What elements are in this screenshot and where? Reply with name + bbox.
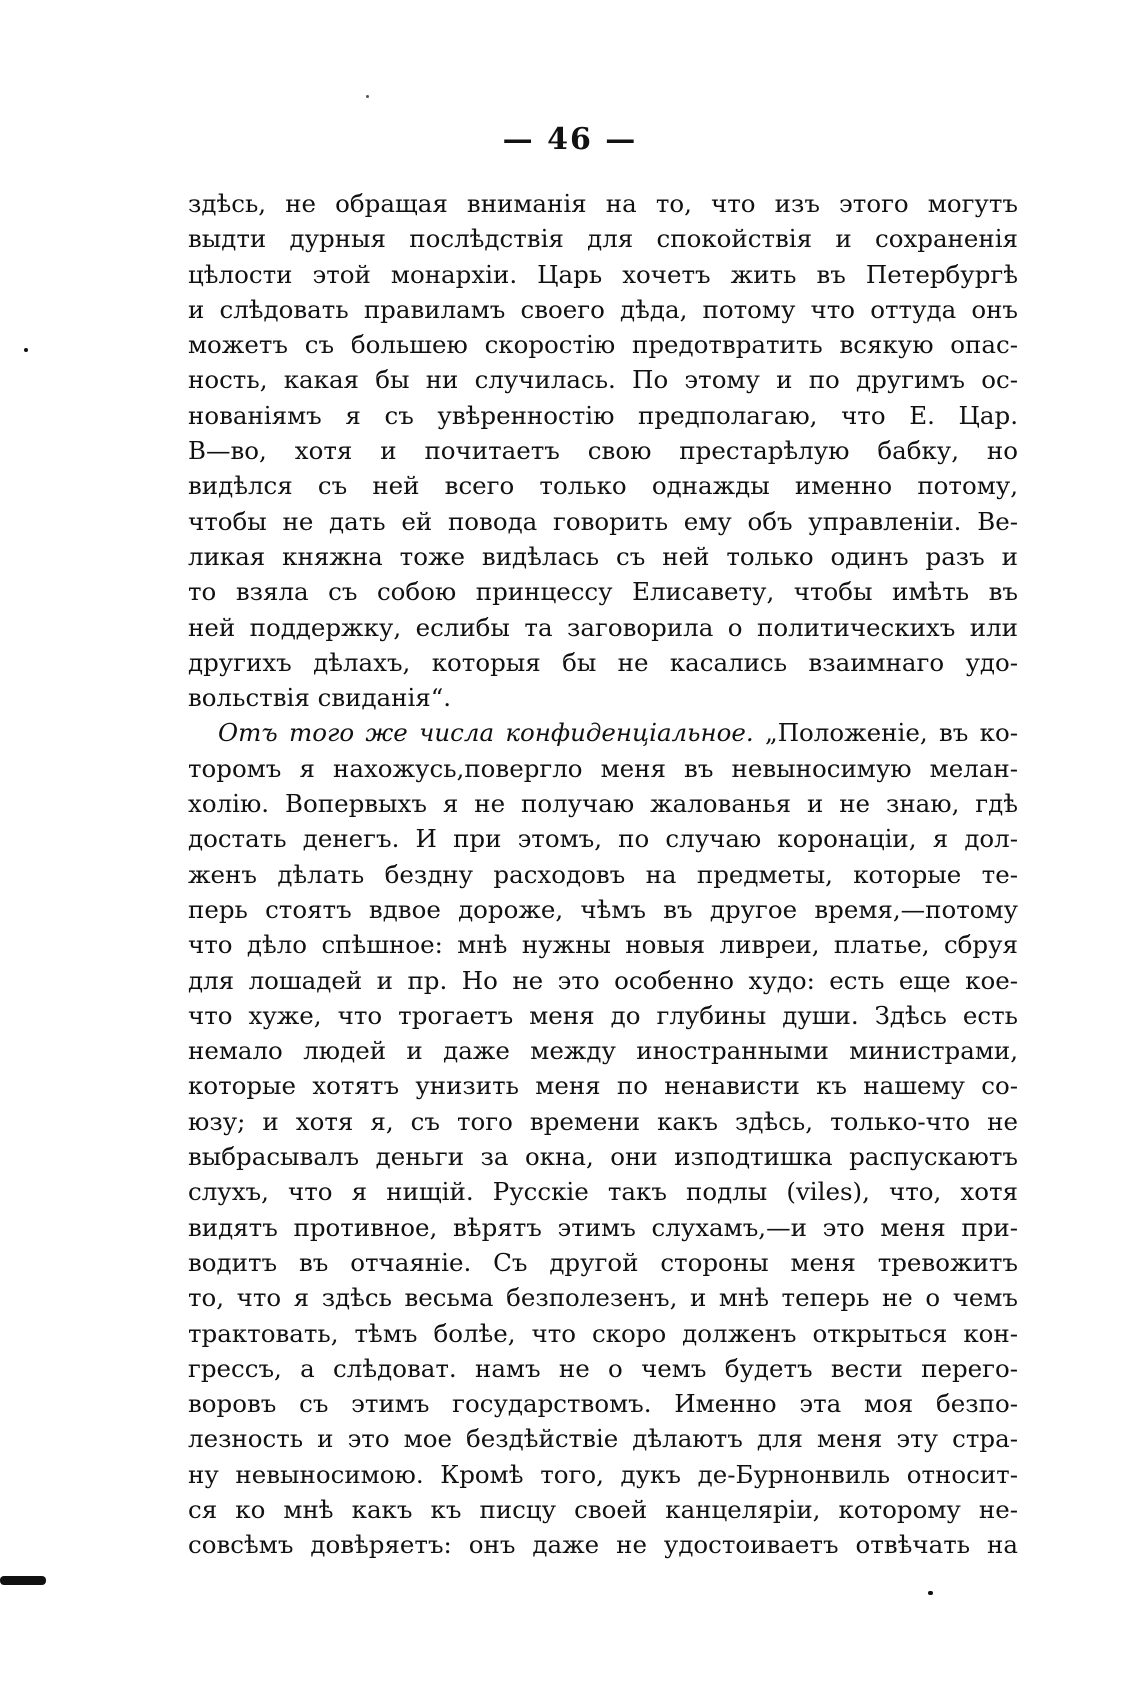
text-line: и слѣдовать правиламъ своего дѣда, потому что оттуда онъ [188,294,1018,324]
text-line: ну невыносимою. Кромѣ того, дукъ де-Бурнонвиль относит- [188,1459,1018,1489]
text-line: видѣлся съ ней всего только однажды именно потому, [188,471,1018,501]
text-line: холію. Вопервыхъ я не получаю жалованья и не знаю, гдѣ [188,789,1018,819]
text-line: юзу; и хотя я, съ того времени какъ здѣсь, только-что не [188,1106,1018,1136]
text-line: слухъ, что я нищій. Русскіе такъ подлы (viles), что, хотя [188,1177,1018,1207]
text-line: совсѣмъ довѣряетъ: онъ даже не удостоиваетъ отвѣчать на [188,1530,1018,1560]
text-line: ликая княжна тоже видѣлась съ ней только одинъ разъ и [188,541,1018,571]
body-text [188,186,1018,1563]
text-line: трактовать, тѣмъ болѣе, что скоро долженъ открыться кон- [188,1318,1018,1348]
print-speck [928,1591,933,1595]
text-line: выдти дурныя послѣдствія для спокойствія и сохраненія [188,224,1018,254]
text-run: „Положеніе, въ ко- [753,718,1018,748]
text-line: вольствія свиданія“. [188,683,452,713]
text-line: что дѣло спѣшное: мнѣ нужны новыя ливреи, платье, сбруя [188,930,1018,960]
text-line: можетъ съ большею скоростію предотвратить всякую опас- [188,330,1018,360]
text-line: В—во, хотя и почитаетъ свою престарѣлую бабку, но [188,436,1018,466]
text-line: то взяла съ собою принцессу Елисавету, чтобы имѣть въ [188,577,1018,607]
text-line: то, что я здѣсь весьма безполезенъ, и мнѣ теперь не о чемъ [188,1283,1018,1313]
text-line: здѣсь, не обращая вниманія на то, что изъ этого могутъ [188,189,1018,218]
text-line: женъ дѣлать бездну расходовъ на предметы, которые те- [188,859,1018,889]
text-line: ность, какая бы ни случилась. По этому и по другимъ ос- [188,365,1018,395]
text-line: грессъ, а слѣдоват. намъ не о чемъ будетъ вести перего- [188,1353,1018,1383]
text-line: цѣлости этой монархіи. Царь хочетъ жить въ Петербургѣ [188,259,1018,289]
paragraph-1 [188,186,1018,715]
print-speck [366,95,369,98]
page-number: — 46 — [502,122,638,157]
text-line: воровъ съ этимъ государствомъ. Именно эта моя безпо- [188,1389,1018,1419]
text-line: которые хотятъ унизить меня по ненависти къ нашему со- [188,1071,1018,1101]
text-line: другихъ дѣлахъ, которыя бы не касались взаимнаго удо- [188,647,1018,677]
text-line: торомъ я нахожусь,повергло меня въ невыносимую мелан- [188,753,1018,783]
text-line: нованіямъ я съ увѣренностію предполагаю, что Е. Цар. [188,400,1018,430]
text-line: видятъ противное, вѣрятъ этимъ слухамъ,—и это меня при- [188,1212,1018,1242]
text-line: что хуже, что трогаетъ меня до глубины души. Здѣсь есть [188,1000,1018,1030]
text-line: немало людей и даже между иностранными министрами, [188,1036,1018,1066]
text-line: ся ко мнѣ какъ къ писцу своей канцеляріи, которому не- [188,1494,1018,1524]
text-line: чтобы не дать ей повода говорить ему объ управленіи. Ве- [188,506,1018,536]
paragraph-2 [188,715,1018,1562]
text-line: лезность и это мое бездѣйствіе дѣлаютъ для меня эту стра- [188,1424,1018,1454]
text-line: для лошадей и пр. Но не это особенно худо: есть еще кое- [188,965,1018,995]
text-line: ней поддержку, еслибы та заговорила о политическихъ или [188,612,1018,642]
text-line: перь стоятъ вдвое дороже, чѣмъ въ другое время,—потому [188,894,1018,924]
print-mark [0,1576,46,1585]
paragraph-2-first-line [188,715,1018,750]
text-line: водитъ въ отчаяніе. Съ другой стороны меня тревожитъ [188,1247,1018,1277]
print-speck [24,348,28,352]
text-line: достать денегъ. И при этомъ, по случаю коронаціи, я дол- [188,824,1018,854]
text-line: выбрасывалъ деньги за окна, они изподтишка распускаютъ [188,1142,1018,1172]
italic-heading: Отъ того же числа конфиденціальное. [218,718,754,748]
